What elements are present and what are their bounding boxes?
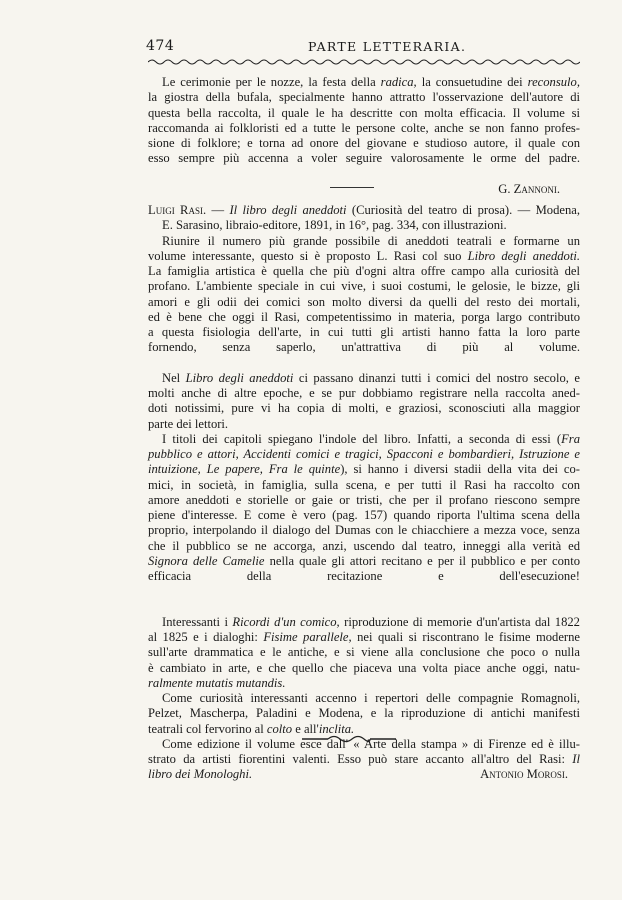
text-line: strato da artisti fiorentini valenti. Esso può stare accanto all'altro del Rasi: Il	[148, 752, 580, 766]
text-line: raccomanda ai folkloristi ed a tutte le persone colte, anche se non fanno profes-	[148, 120, 580, 135]
text-line: Come edizione il volume esce dall' « Arte della stampa » di Firenze ed è illu-	[162, 736, 580, 751]
text-line: intuizione, Le papere, Fra le quinte), si hanno i diversi stadii della vita dei co-	[148, 462, 580, 477]
text-line: profano. L'ambiente speciale in cui vive, i suoi costumi, le gelosie, le bizze, gli	[148, 279, 580, 294]
text-line: volume interessante, questo si è proposto L. Rasi col suo Libro degli aneddoti.	[148, 248, 580, 263]
text-line: pubblico e attori, Accidenti comici e tragici, Spacconi e bombardieri, Istruzione e	[148, 447, 580, 461]
text-line: molti anche di altre epoche, e se pur dobbiamo registrare nella raccolta aned-	[148, 386, 580, 400]
text-line: è cambiato in arte, e che quello che piaceva una volta piace anche oggi, natu-	[148, 660, 580, 675]
text-line: Pelzet, Mascherpa, Paladini e Modena, e la riproduzione di antichi manifesti	[148, 706, 580, 721]
text-line: ralmente mutatis mutandis.	[148, 675, 286, 690]
text-line: esso sempre più accenna a voler seguire valorosamente le orme del padre.	[148, 151, 580, 166]
review-morosi-text	[148, 203, 580, 783]
author-signature: Antonio Morosi.	[480, 767, 568, 782]
text-line	[148, 167, 580, 182]
text-line: proprio, interpolando il dialogo del Dumas con le chiacchiere a mezza voce, senza	[148, 523, 580, 538]
text-line: la giostra della bufala, specialmente hanno attratto l'osservazione dell'autore di	[148, 90, 580, 105]
text-line: I titoli dei capitoli spiegano l'indole del libro. Infatti, a seconda di essi (Fra	[162, 431, 580, 446]
text-line: efficacia della recitazione e dell'esecuzione!	[148, 569, 580, 583]
text-line	[148, 584, 580, 599]
text-line: sione di folklore; e torna ad onore del giovane e studioso autore, il quale con	[148, 136, 580, 150]
page-number: 474	[146, 38, 175, 54]
running-header	[146, 38, 580, 58]
review-zannoni-text	[148, 75, 580, 197]
text-line: teatrali col fervorino al colto e all'inclita.	[148, 721, 355, 736]
text-line	[148, 356, 580, 371]
text-line: Signora delle Camelie nella quale gli attori recitano e per il pubblico e per conto	[148, 553, 581, 568]
section-separator	[330, 187, 374, 188]
text-line: sull'arte drammatica e le antiche, e si viene alla conclusione che poco o nulla	[148, 645, 580, 660]
text-line: doti notissimi, pure vi ha copia di molti, e graziosi, sconosciuti alla maggior	[148, 401, 580, 416]
text-line: al 1825 e i dialoghi: Fisime parallele, nei quali si riscontrano le fisime moderne	[148, 630, 581, 644]
text-line: a questa fisiologia dell'arte, in cui tutti gli artisti hanno fatta la loro parte	[148, 325, 580, 339]
text-line: questa bella raccolta, il quale le ha descritte con molta efficacia. Il volume si	[148, 105, 580, 120]
text-line: piene d'interesse. E come è vero (pag. 157) quando riporta l'ultima scena della	[148, 508, 580, 522]
end-ornament	[302, 734, 396, 744]
text-line: Riunire il numero più grande possibile di aneddoti teatrali e formarne un	[162, 233, 580, 248]
text-line: Interessanti i Ricordi d'un comico, riproduzione di memorie d'un'artista dal 1822	[162, 614, 580, 629]
running-title: PARTE LETTERARIA.	[308, 39, 467, 54]
author-signature: G. Zannoni.	[498, 181, 560, 196]
text-line: amori e gli odii dei comici son molto diversi da quelli del resto dei mortali,	[148, 294, 580, 309]
bibliographic-entry: E. Sarasino, libraio-editore, 1891, in 16°, pag. 334, con illustrazioni.	[162, 218, 507, 233]
text-line	[148, 600, 580, 615]
bibliographic-entry: Luigi Rasi. — Il libro degli aneddoti (Curiosità del teatro di prosa). — Modena,	[148, 203, 580, 217]
text-line: fornendo, senza saperlo, un'attrattiva di più al volume.	[148, 340, 580, 355]
text-line: che il pubblico se ne accorga, anzi, uscendo dal teatro, inneggi alla verità ed	[148, 538, 580, 553]
text-line: parte dei lettori.	[148, 416, 229, 431]
text-line: Come curiosità interessanti accenno i repertori delle compagnie Romagnoli,	[162, 691, 580, 705]
text-line: Nel Libro degli aneddoti ci passano dinanzi tutti i comici del nostro secolo, e	[162, 370, 580, 385]
text-line: amore aneddoti e storielle or gaie or tristi, che per il profano riescono sempre	[148, 492, 580, 507]
text-line: La famiglia artistica è quella che più d'ogni altra offre campo alla curiosità del	[148, 264, 580, 278]
text-line: mici, in società, in famiglia, sulla scena, e per tutti il Rasi ha raccolto con	[148, 477, 580, 492]
wavy-rule-ornament	[148, 58, 580, 66]
text-line: ed è bene che oggi il Rasi, competentissimo in materia, porga largo contributo	[148, 309, 580, 324]
text-line: libro dei Monologhi. Antonio Morosi.	[148, 767, 568, 782]
text-line: Le cerimonie per le nozze, la festa della radica, la consuetudine dei reconsulo,	[162, 75, 580, 89]
